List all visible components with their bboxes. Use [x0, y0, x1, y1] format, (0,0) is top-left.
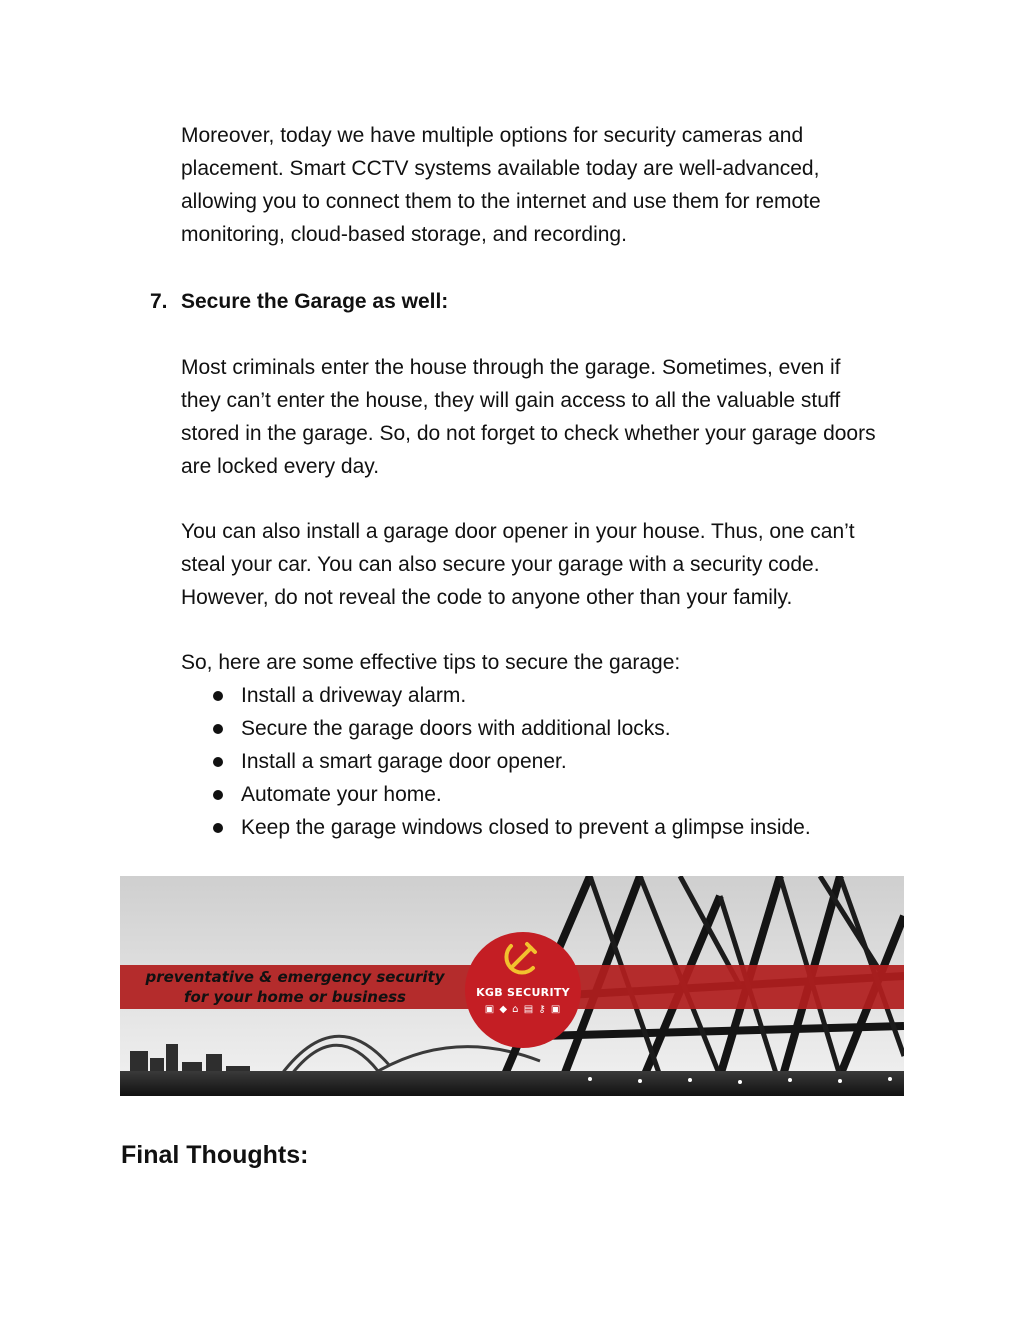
tips-list	[181, 679, 906, 844]
text-line: stored in the garage. So, do not forget to check whether your garage doors	[181, 422, 876, 445]
list-item: Install a driveway alarm.	[181, 679, 906, 712]
text-line: You can also install a garage door opener in your house. Thus, one can’t	[181, 520, 855, 543]
paragraph-security-cameras	[181, 119, 906, 251]
list-item: Keep the garage windows closed to prevent a glimpse inside.	[181, 811, 906, 844]
section-heading-secure-garage	[150, 285, 448, 318]
kgb-security-banner	[120, 876, 904, 1096]
text-line: steal your car. You can also secure your garage with a security code.	[181, 553, 820, 576]
text-line: are locked every day.	[181, 455, 380, 478]
text-line: allowing you to connect them to the internet and use them for remote	[181, 190, 821, 213]
paragraph-garage-entry	[181, 351, 906, 483]
paragraph-garage-opener	[181, 515, 906, 614]
text-line: placement. Smart CCTV systems available today are well-advanced,	[181, 157, 820, 180]
text-line: Most criminals enter the house through the garage. Sometimes, even if	[181, 356, 841, 379]
section-number: 7.	[150, 290, 168, 313]
tips-section	[181, 646, 906, 844]
text-line: they can’t enter the house, they will gain access to all the valuable stuff	[181, 389, 841, 412]
service-icons: ▣ ◆ ⌂ ▤ ⚷ ▣	[484, 1004, 562, 1015]
tagline-line: for your home or business	[184, 988, 406, 1006]
final-thoughts-heading: Final Thoughts:	[121, 1141, 309, 1169]
tagline-line: preventative & emergency security	[145, 968, 445, 986]
brand-name: KGB SECURITY	[476, 986, 570, 999]
tips-intro: So, here are some effective tips to secure the garage:	[181, 651, 681, 674]
list-item: Secure the garage doors with additional locks.	[181, 712, 906, 745]
list-item: Automate your home.	[181, 778, 906, 811]
text-line: monitoring, cloud-based storage, and recording.	[181, 223, 627, 246]
section-title: Secure the Garage as well:	[181, 290, 449, 313]
text-line: Moreover, today we have multiple options for security cameras and	[181, 124, 804, 147]
banner-tagline	[120, 967, 470, 1007]
list-item: Install a smart garage door opener.	[181, 745, 906, 778]
text-line: However, do not reveal the code to anyone other than your family.	[181, 586, 793, 609]
